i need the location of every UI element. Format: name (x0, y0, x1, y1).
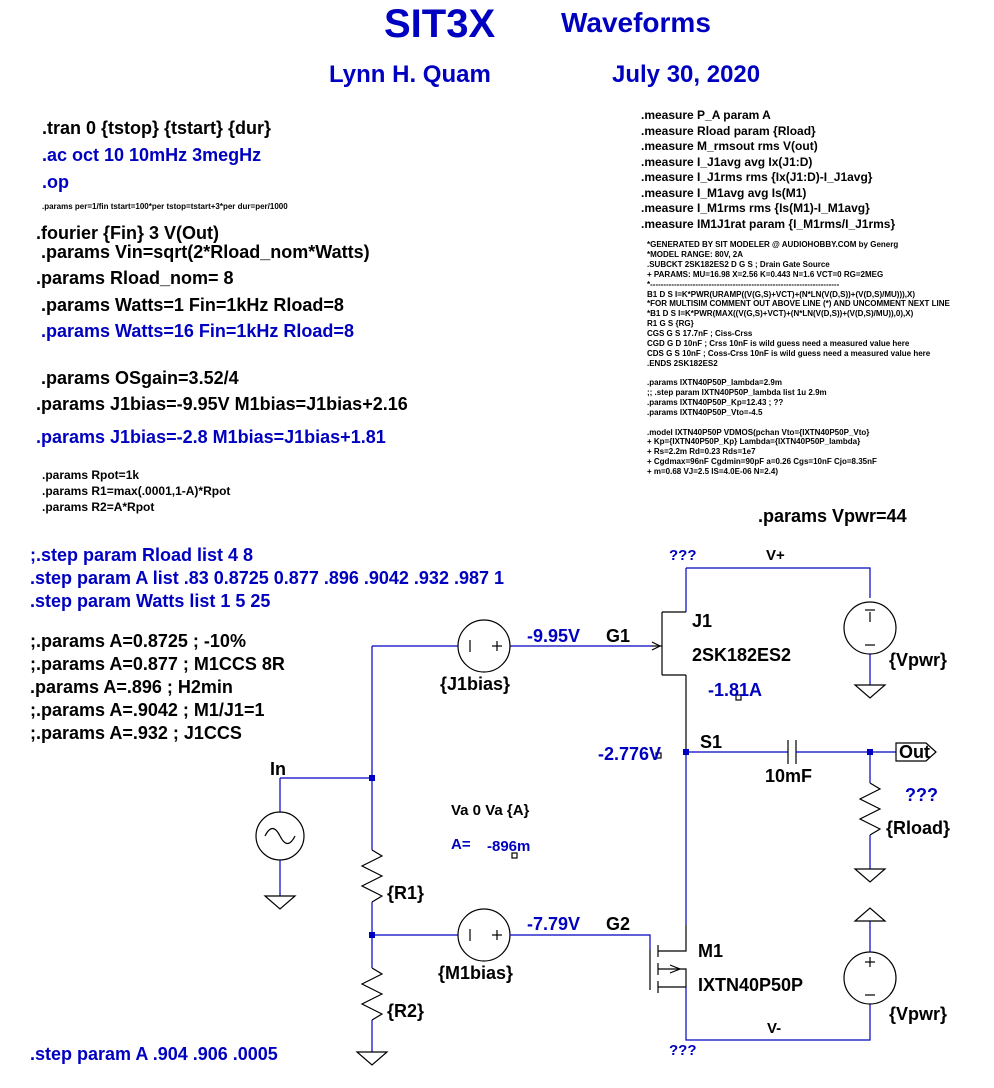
params-osgain: .params OSgain=3.52/4 (41, 368, 239, 388)
page-subtitle: Waveforms (561, 7, 711, 38)
m1-name: M1 (698, 941, 724, 961)
ground-icon (265, 896, 295, 909)
sit-model-line: B1 D S I=K*PWR(URAMP((V(G,S)+VCT)+(N*LN(V(D,S))+(V(D,S)/MU))),X) (647, 289, 915, 299)
fourier-directive: .fourier {Fin} 3 V(Out) (36, 223, 220, 243)
op-directive: .op (42, 172, 69, 192)
ixtn-model-line: .params IXTN40P50P_Vto=-4.5 (647, 407, 763, 417)
sit-model-line: *FOR MULTISIM COMMENT OUT ABOVE LINE (*) AND UNCOMMENT NEXT LINE (647, 299, 950, 309)
params-rpot: .params Rpot=1k (42, 468, 140, 482)
sit-model-line: *----------------------------------------------------------------------- (647, 279, 840, 289)
vminus-label: V- (767, 1020, 782, 1037)
sit-model-line: *GENERATED BY SIT MODELER @ AUDIOHOBBY.COM by Generg (647, 240, 899, 249)
vplus-rail (686, 568, 870, 598)
r1-label: {R1} (387, 883, 425, 903)
s1-voltage: -2.776V (598, 744, 662, 764)
g2-voltage: -7.79V (527, 914, 581, 934)
j1-name: J1 (692, 611, 713, 631)
measure-line: .measure I_J1rms rms {Ix(J1:D)-I_J1avg} (641, 170, 873, 184)
ixtn-model-line: .params IXTN40P50P_lambda=2.9m (647, 378, 782, 387)
rload-unknown-label: ??? (905, 785, 938, 805)
g1-voltage: -9.95V (527, 626, 581, 646)
measure-line: .measure Rload param {Rload} (641, 123, 816, 138)
s1-label: S1 (700, 732, 723, 752)
rload-label: {Rload} (886, 818, 951, 838)
m1bias-source (458, 909, 510, 961)
m1-model: IXTN40P50P (698, 975, 804, 995)
vpwr-bottom-label: {Vpwr} (889, 1004, 948, 1024)
date-label: July 30, 2020 (612, 61, 761, 88)
g1-label: G1 (606, 626, 631, 646)
ground-icon (855, 685, 885, 698)
tran-directive: .tran 0 {tstop} {tstart} {dur} (42, 118, 272, 138)
ground-icon (855, 869, 885, 882)
sit-model-line: + PARAMS: MU=16.98 X=2.56 K=0.443 N=1.6 VCT=0 RG=2MEG (647, 269, 884, 279)
a-param-4: ;.params A=.9042 ; M1/J1=1 (30, 700, 265, 720)
params-watts16: .params Watts=16 Fin=1kHz Rload=8 (41, 321, 354, 341)
ixtn-model-line: + Kp={IXTN40P50P_Kp} Lambda={IXTN40P50P_lambda} (647, 437, 861, 447)
in-label: In (270, 759, 286, 779)
cap-label: 10mF (765, 766, 813, 786)
measure-line: .measure P_A param A (641, 108, 771, 122)
author-label: Lynn H. Quam (329, 61, 491, 88)
a-param-5: ;.params A=.932 ; J1CCS (30, 723, 242, 743)
params-watts1: .params Watts=1 Fin=1kHz Rload=8 (41, 295, 344, 315)
ac-directive: .ac oct 10 10mHz 3megHz (42, 145, 262, 165)
va-definition: Va 0 Va {A} (451, 802, 530, 819)
measure-line: .measure I_J1avg avg Ix(J1:D) (641, 154, 813, 169)
params-bias1: .params J1bias=-9.95V M1bias=J1bias+2.16 (36, 394, 408, 414)
supply-up-icon (855, 908, 885, 921)
params-period: .params per=1/fin tstart=100*per tstop=tstart+3*per dur=per/1000 (42, 202, 288, 211)
sit-model-line: CDS G S 10nF ; Coss-Crss 10nF is wild guess need a measured value here (647, 348, 931, 358)
page-title: SIT3X (384, 2, 496, 46)
rload-resistor (860, 783, 880, 835)
g2-label: G2 (606, 914, 631, 934)
sit-model-line: CGD G D 10nF ; Crss 10nF is wild guess need a measured value here (647, 339, 910, 348)
ixtn-model-line: .params IXTN40P50P_Kp=12.43 ; ?? (647, 397, 784, 407)
j1-model: 2SK182ES2 (692, 645, 792, 665)
params-r2: .params R2=A*Rpot (42, 500, 155, 514)
r1-resistor (362, 850, 382, 902)
params-vin: .params Vin=sqrt(2*Rload_nom*Watts) (41, 242, 370, 262)
vplus-label: V+ (766, 547, 785, 564)
measure-line: .measure I_M1rms rms {Is(M1)-I_M1avg} (641, 201, 870, 215)
params-bias2: .params J1bias=-2.8 M1bias=J1bias+1.81 (36, 427, 386, 447)
a-param-3: .params A=.896 ; H2min (30, 677, 233, 697)
params-vpwr: .params Vpwr=44 (758, 506, 907, 526)
step-watts: .step param Watts list 1 5 25 (30, 591, 271, 611)
params-rload-nom: .params Rload_nom= 8 (36, 268, 234, 288)
sit-model-line: *B1 D S I=K*PWR(MAX((V(G,S)+VCT)+(N*LN(V(D,S))+(V(D,S)/MU)),0),X) (647, 309, 914, 319)
j1bias-label: {J1bias} (440, 674, 511, 694)
step-bottom: .step param A .904 .906 .0005 (30, 1044, 278, 1064)
ixtn-model-line: ;; .step param IXTN40P50P_lambda list 1u 2.9m (647, 387, 827, 397)
ground-icon (357, 1052, 387, 1065)
r2-label: {R2} (387, 1001, 425, 1021)
j1bias-source (458, 620, 510, 672)
ixtn-model-line: + Cgdmax=96nF Cgdmin=90pF a=0.26 Cgs=10nF Cjo=8.35nF (647, 457, 877, 467)
a-param-1: ;.params A=0.8725 ; -10% (30, 631, 246, 651)
a-label: A= (451, 836, 471, 853)
a-value: -896m (487, 838, 531, 855)
g2-wire (510, 935, 650, 950)
out-label: Out (899, 742, 930, 762)
r2-resistor (362, 968, 382, 1020)
m1bias-label: {M1bias} (438, 963, 514, 983)
params-r1: .params R1=max(.0001,1-A)*Rpot (42, 484, 231, 498)
a-param-2: ;.params A=0.877 ; M1CCS 8R (30, 654, 285, 674)
sit-model-line: .ENDS 2SK182ES2 (647, 358, 718, 368)
vpwr-top-label: {Vpwr} (889, 650, 948, 670)
vplus-unknown-label: ??? (669, 547, 697, 564)
ixtn-model-line: .model IXTN40P50P VDMOS(pchan Vto={IXTN40P50P_Vto} (647, 427, 870, 437)
sit-model-line: *MODEL RANGE: 80V, 2A (647, 249, 744, 259)
step-rload: ;.step param Rload list 4 8 (30, 545, 254, 565)
measure-line: .measure I_M1avg avg Is(M1) (641, 185, 807, 200)
j1-current: -1.81A (708, 680, 763, 700)
sit-model-line: R1 G S {RG} (647, 319, 694, 329)
vminus-unknown-label: ??? (669, 1042, 697, 1059)
sit-model-line: CGS G S 17.7nF ; Ciss-Crss (647, 329, 753, 339)
sit-model-line: .SUBCKT 2SK182ES2 D G S ; Drain Gate Source (647, 259, 830, 269)
measure-line: .measure IM1J1rat param {I_M1rms/I_J1rms} (641, 216, 896, 231)
ixtn-model-line: + Rs=2.2m Rd=0.23 Rds=1e7 (647, 447, 756, 457)
step-a-list: .step param A list .83 0.8725 0.877 .896 .9042 .932 .987 1 (30, 568, 504, 588)
measure-line: .measure M_rmsout rms V(out) (641, 139, 818, 153)
ixtn-model-line: + m=0.68 VJ=2.5 IS=4.0E-06 N=2.4) (647, 467, 778, 477)
